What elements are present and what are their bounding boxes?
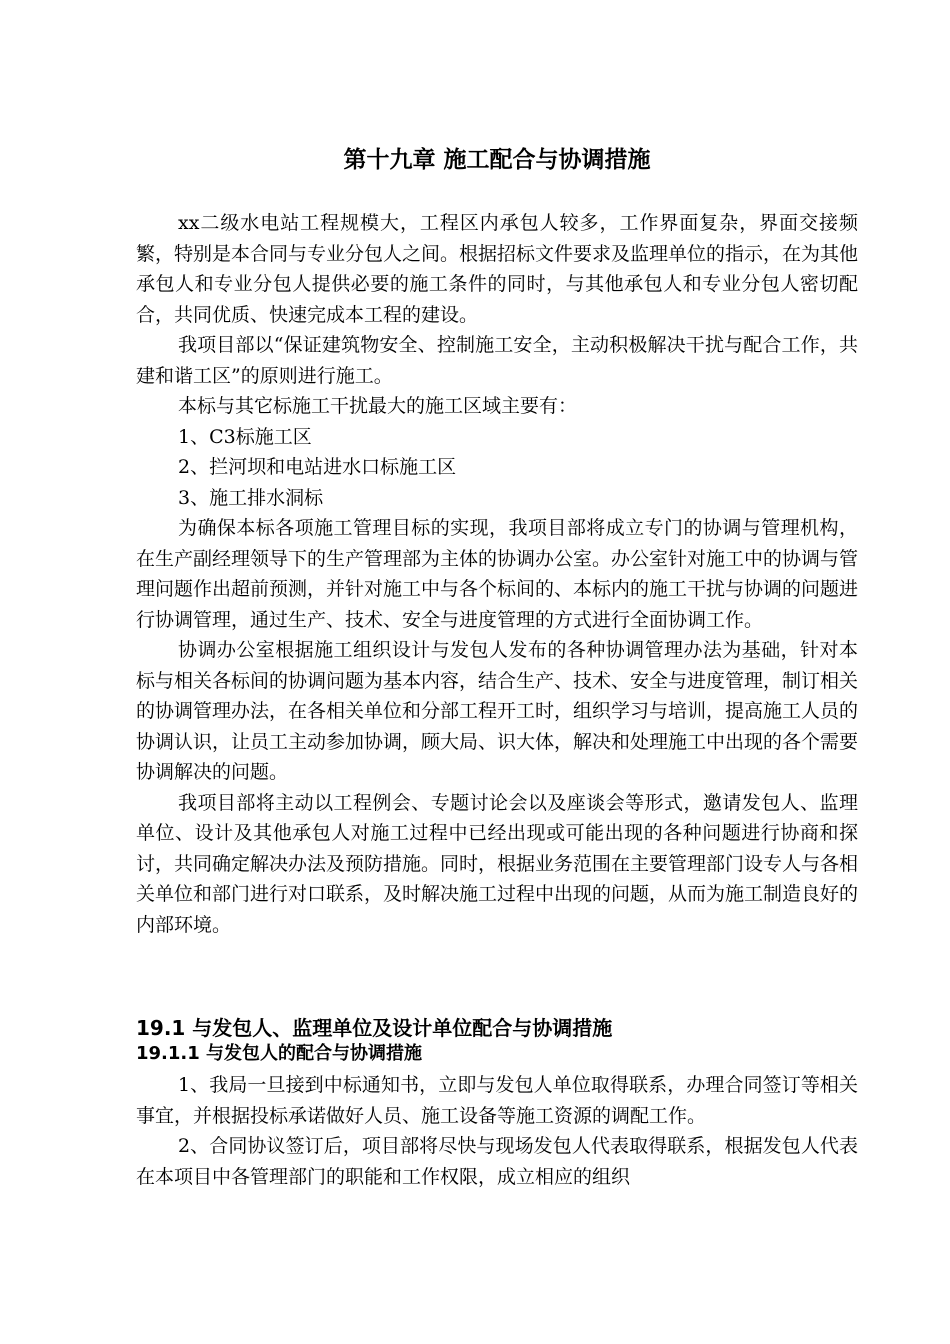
paragraph: 1、我局一旦接到中标通知书，立即与发包人单位取得联系，办理合同签订等相关事宜，并根据投标承诺做好人员、施工设备等施工资源的调配工作。: [136, 1074, 858, 1127]
paragraph: 我项目部以“保证建筑物安全、控制施工安全，主动积极解决干扰与配合工作，共建和谐工区”的原则进行施工。: [136, 334, 858, 387]
intro-section: [136, 208, 858, 940]
paragraph: 我项目部将主动以工程例会、专题讨论会以及座谈会等形式，邀请发包人、监理单位、设计及其他承包人对施工过程中已经出现或可能出现的各种问题进行协商和探讨，共同确定解决办法及预防措施。同时，根据业务范围在主要管理部门设专人与各相关单位和部门进行对口联系，及时解决施工过程中出现的问题，从而为施工制造良好的内部环境。: [136, 791, 859, 936]
paragraph: 2、合同协议签订后，项目部将尽快与现场发包人代表取得联系，根据发包人代表在本项目中各管理部门的职能和工作权限，成立相应的组织: [136, 1135, 858, 1188]
section-heading: 19.1 与发包人、监理单位及设计单位配合与协调措施: [136, 1016, 613, 1040]
list-item: 2、拦河坝和电站进水口标施工区: [178, 456, 457, 478]
list-item: 1、C3标施工区: [178, 425, 312, 448]
list-item: 3、施工排水洞标: [178, 486, 324, 509]
chapter-title: 第十九章 施工配合与协调措施: [343, 147, 651, 173]
subsection-heading: 19.1.1 与发包人的配合与协调措施: [136, 1043, 423, 1064]
paragraph: 本标与其它标施工干扰最大的施工区域主要有：: [178, 395, 578, 417]
paragraph: 为确保本标各项施工管理目标的实现，我项目部将成立专门的协调与管理机构，在生产副经理领导下的生产管理部为主体的协调办公室。办公室针对施工中的协调与管理问题作出超前预测，并针对施工中与各个标间的、本标内的施工干扰与协调的问题进行协调管理，通过生产、技术、安全与进度管理的方式进行全面协调工作。: [136, 517, 859, 631]
paragraph: 协调办公室根据施工组织设计与发包人发布的各种协调管理办法为基础，针对本标与相关各标间的协调问题为基本内容，结合生产、技术、安全与进度管理，制订相关的协调管理办法，在各相关单位和分部工程开工时，组织学习与培训，提高施工人员的协调认识，让员工主动参加协调，顾大局、识大体，解决和处理施工中出现的各个需要协调解决的问题。: [136, 639, 859, 783]
section-19-1: [136, 1014, 858, 1192]
paragraph: xx二级水电站工程规模大，工程区内承包人较多，工作界面复杂，界面交接频繁，特别是本合同与专业分包人之间。根据招标文件要求及监理单位的指示，在为其他承包人和专业分包人提供必要的施工条件的同时，与其他承包人和专业分包人密切配合，共同优质、快速完成本工程的建设。: [136, 212, 859, 326]
